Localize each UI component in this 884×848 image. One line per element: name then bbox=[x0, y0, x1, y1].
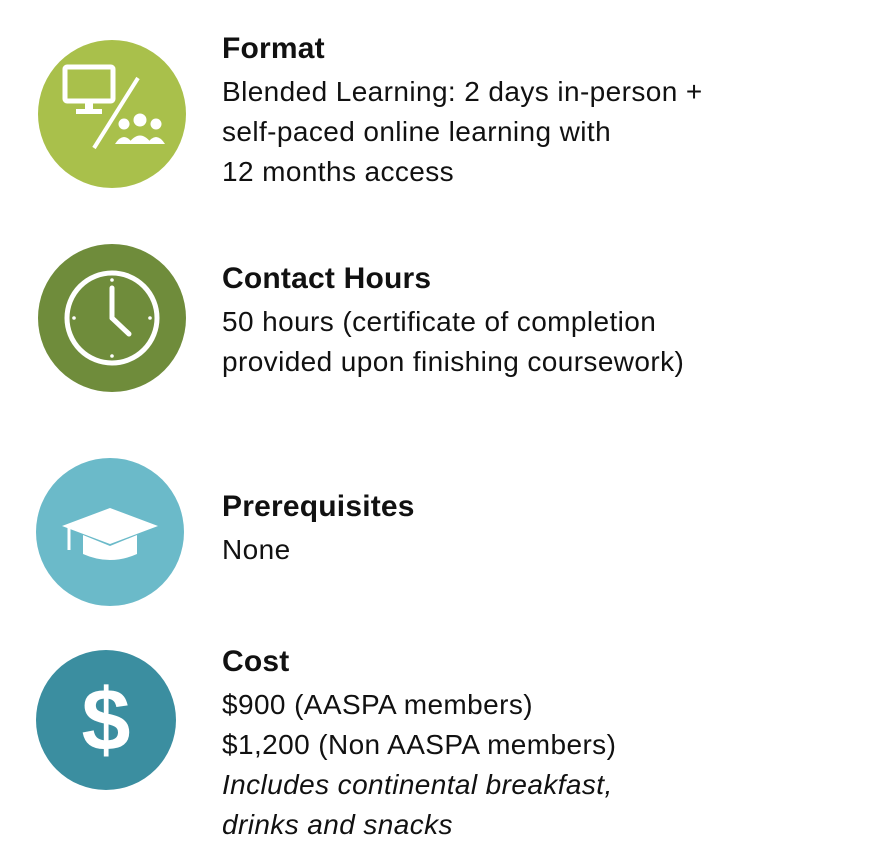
contact-hours-line-2: provided upon finishing coursework) bbox=[222, 346, 685, 377]
format-line-2: self-paced online learning with bbox=[222, 116, 612, 147]
svg-text:$: $ bbox=[81, 670, 131, 769]
contact-hours-heading: Contact Hours bbox=[222, 262, 432, 295]
cost-note-line-1: Includes continental breakfast, bbox=[222, 769, 613, 800]
prerequisites-heading: Prerequisites bbox=[222, 490, 415, 523]
format-icon-circle bbox=[38, 40, 186, 188]
graduation-cap-icon bbox=[36, 458, 184, 606]
format-heading: Format bbox=[222, 32, 325, 65]
dollar-sign-icon bbox=[36, 650, 176, 790]
contact-hours-icon-circle bbox=[38, 244, 186, 392]
monitor-and-people-icon bbox=[38, 40, 186, 188]
cost-heading: Cost bbox=[222, 645, 290, 678]
format-line-3: 12 months access bbox=[222, 156, 455, 187]
prerequisites-icon-circle bbox=[36, 458, 184, 606]
cost-line-1: $900 (AASPA members) bbox=[222, 689, 533, 720]
contact-hours-line-1: 50 hours (certificate of completion bbox=[222, 306, 657, 337]
cost-note-line-2: drinks and snacks bbox=[222, 809, 453, 840]
prerequisites-line-1: None bbox=[222, 534, 291, 565]
cost-icon-circle bbox=[36, 650, 176, 790]
clock-icon bbox=[38, 244, 186, 392]
cost-line-2: $1,200 (Non AASPA members) bbox=[222, 729, 617, 760]
format-line-1: Blended Learning: 2 days in-person + bbox=[222, 76, 703, 107]
